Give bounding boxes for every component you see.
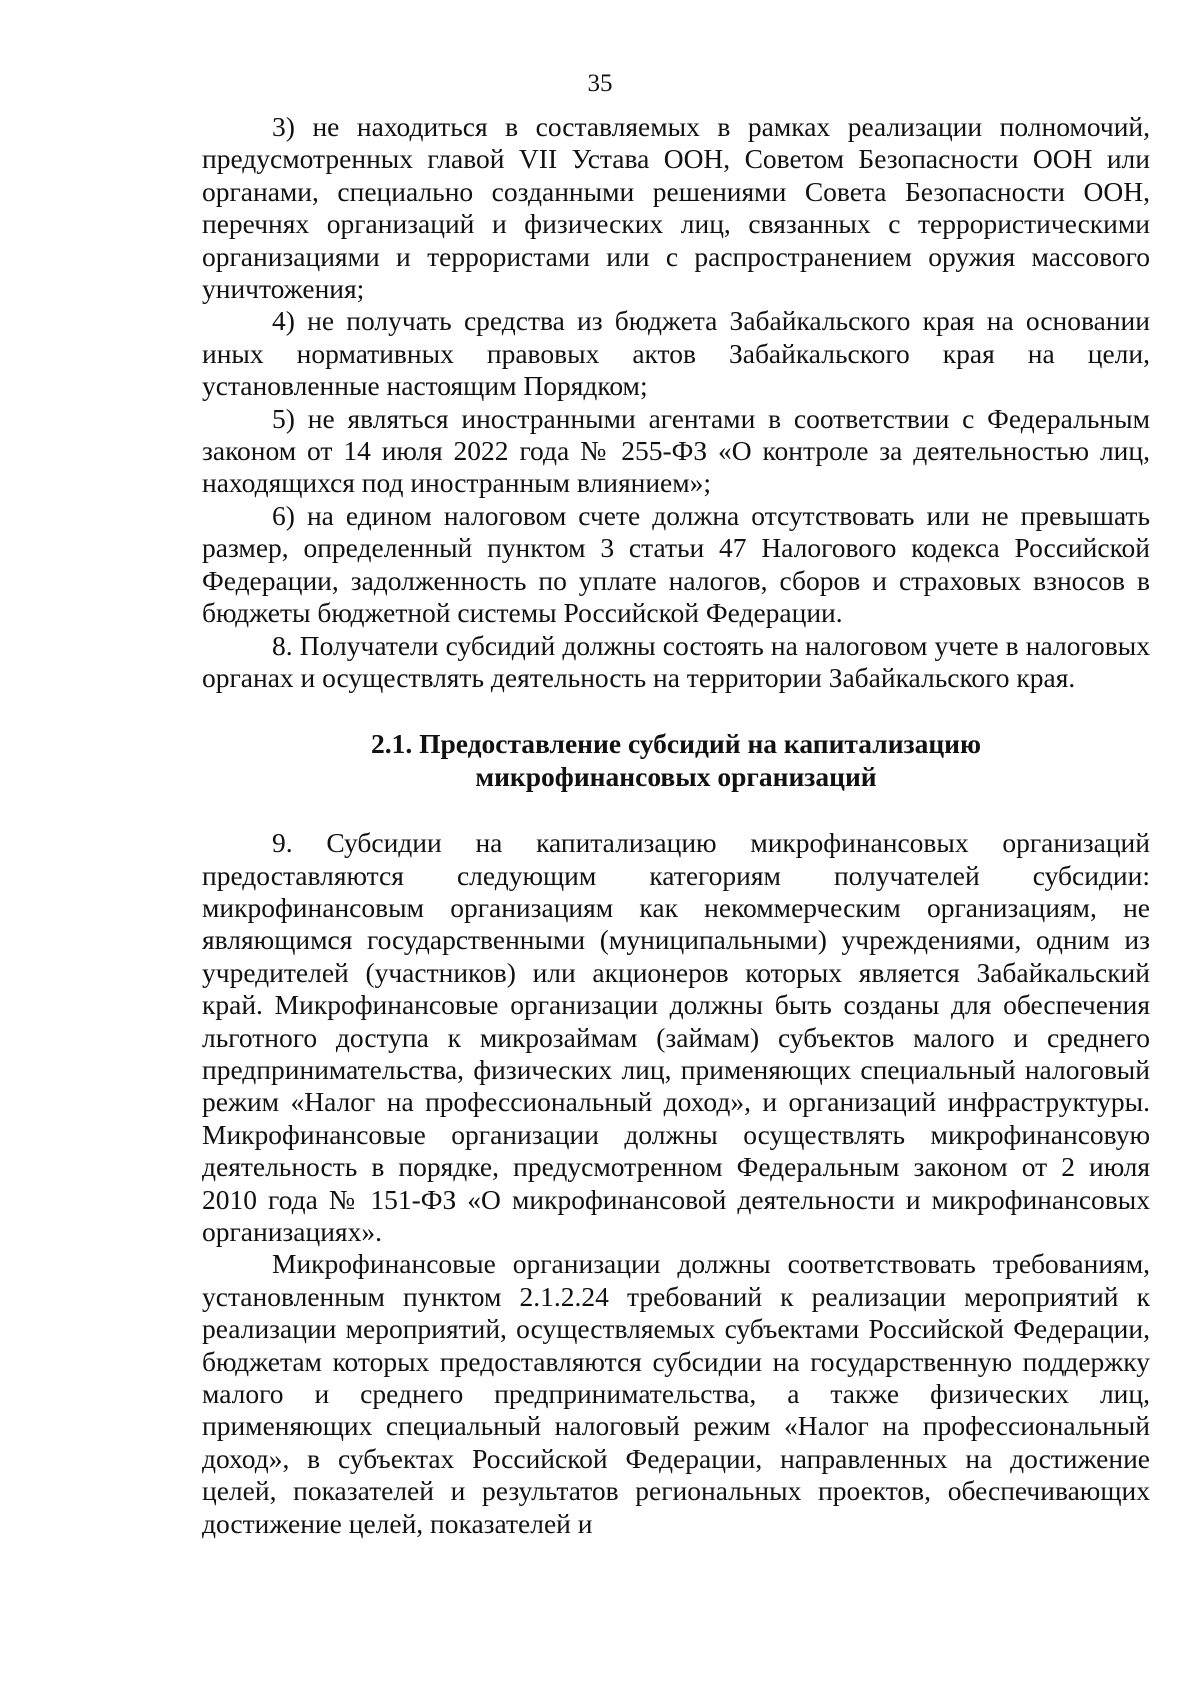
- document-body: [202, 111, 1150, 1540]
- paragraph-item-6: 6) на едином налоговом счете должна отсутствовать или не превышать размер, определенный пунктом 3 статьи 47 Налогового кодекса Российской Федерации, задолженность по уплате налогов, сборов и страховых взносов в бюджеты бюджетной системы Российской Федерации.: [202, 499, 1150, 629]
- section-heading-line-1: 2.1. Предоставление субсидий на капитализацию: [370, 728, 982, 760]
- paragraph-requirements: Микрофинансовые организации должны соответствовать требованиям, установленным пунктом 2.1.2.24 требований к реализации мероприятий к реализации мероприятий, осуществляемых субъектами Российской Федерации, бюджетам которых предоставляются субсидии на государственную поддержку малого и среднего предпринимательства, а также физических лиц, применяющих специальный налоговый режим «Налог на профессиональный доход», в субъектах Российской Федерации, направленных на достижение целей, показателей и результатов региональных проектов, обеспечивающих достижение целей, показателей и: [202, 1248, 1150, 1539]
- section-heading: [202, 694, 1150, 827]
- paragraph-item-4: 4) не получать средства из бюджета Забайкальского края на основании иных нормативных правовых актов Забайкальского края на цели, установленные настоящим Порядком;: [202, 305, 1150, 402]
- page-number: 35: [587, 70, 613, 97]
- paragraph-item-5: 5) не являться иностранными агентами в соответствии с Федеральным законом от 14 июля 2022 года № 255-ФЗ «О контроле за деятельностью лиц, находящихся под иностранным влиянием»;: [202, 402, 1150, 499]
- paragraph-clause-8: 8. Получатели субсидий должны состоять на налоговом учете в налоговых органах и осуществлять деятельность на территории Забайкальского края.: [202, 629, 1150, 693]
- paragraph-item-3: 3) не находиться в составляемых в рамках реализации полномочий, предусмотренных главой VII Устава ООН, Советом Безопасности ООН или органами, специально созданными решениями Совета Безопасности ООН, перечнях организаций и физических лиц, связанных с террористическими организациями и террористами или с распространением оружия массового уничтожения;: [202, 111, 1150, 305]
- section-heading-line-2: микрофинансовых организаций: [475, 760, 877, 792]
- paragraph-clause-9: 9. Субсидии на капитализацию микрофинансовых организаций предоставляются следующим категориям получателей субсидии: микрофинансовым организациям как некоммерческим организациям, не являющимся государственными (муниципальными) учреждениями, одним из учредителей (участников) или акционеров которых является Забайкальский край. Микрофинансовые организации должны быть созданы для обеспечения льготного доступа к микрозаймам (займам) субъектов малого и среднего предпринимательства, физических лиц, применяющих специальный налоговый режим «Налог на профессиональный доход», и организаций инфраструктуры. Микрофинансовые организации должны осуществлять микрофинансовую деятельность в порядке, предусмотренном Федеральным законом от 2 июля 2010 года № 151-ФЗ «О микрофинансовой деятельности и микрофинансовых организациях».: [202, 827, 1150, 1247]
